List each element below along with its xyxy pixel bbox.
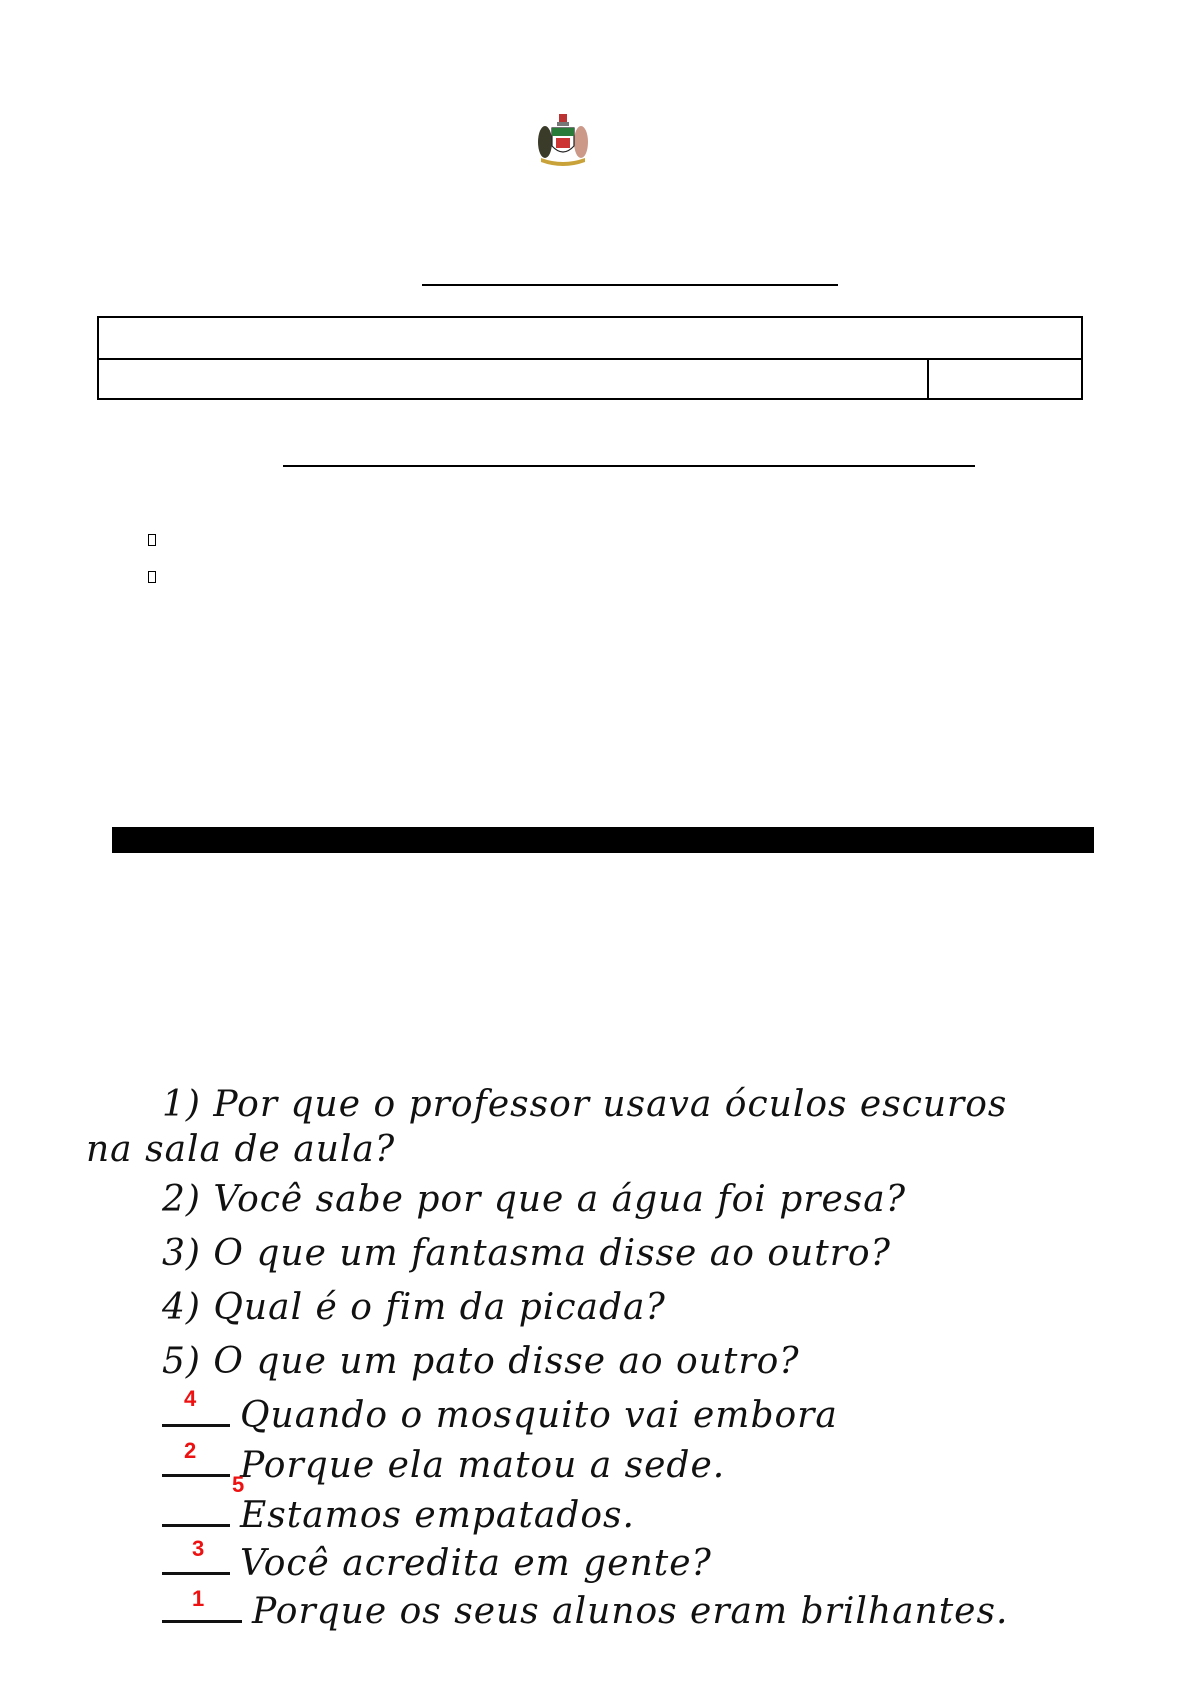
answer-blank[interactable] [162,1424,230,1427]
answer-text: Porque ela matou a sede. [240,1445,726,1486]
answer-2 [162,1446,725,1486]
info-row-class[interactable] [99,360,1081,400]
answer-1 [162,1396,838,1436]
question-number: 1) [162,1084,201,1125]
answer-blank[interactable] [162,1572,230,1575]
question-number: 5) [162,1341,201,1382]
info-row-name[interactable] [99,318,1081,360]
answer-4 [162,1544,712,1584]
question-text: O que um pato disse ao outro? [213,1341,800,1382]
bullet-marker [148,571,156,583]
answer-3 [162,1496,635,1536]
info-cell-divider [927,360,929,400]
answer-5 [162,1592,1008,1632]
question-text: na sala de aula? [86,1129,396,1170]
answer-mark: 4 [184,1386,197,1411]
question-number: 4) [162,1287,201,1328]
question-4 [162,1288,666,1328]
bullet-marker [148,534,156,546]
question-1 [162,1085,1007,1125]
answer-text: Você acredita em gente? [240,1543,712,1584]
answer-blank[interactable] [162,1524,230,1527]
question-text: Você sabe por que a água foi presa? [213,1179,907,1220]
answer-text: Porque os seus alunos eram brilhantes. [252,1591,1009,1632]
answer-text: Estamos empatados. [240,1495,635,1536]
question-1-continued [86,1130,395,1170]
section-banner [112,827,1094,853]
crest-logo [535,112,591,168]
question-text: O que um fantasma disse ao outro? [213,1233,891,1274]
answer-mark: 1 [192,1586,205,1611]
answer-blank[interactable] [162,1620,242,1623]
question-number: 3) [162,1233,201,1274]
question-5 [162,1342,800,1382]
answer-mark: 2 [184,1438,197,1463]
question-number: 2) [162,1179,201,1220]
question-3 [162,1234,891,1274]
question-text: Qual é o fim da picada? [213,1287,666,1328]
answer-blank[interactable] [162,1474,230,1477]
answer-text: Quando o mosquito vai embora [240,1395,838,1436]
answer-mark: 3 [192,1536,205,1561]
answer-mark: 5 [232,1472,245,1497]
question-text: Por que o professor usava óculos escuros [213,1084,1008,1125]
subtitle-underline [283,465,975,467]
question-2 [162,1180,906,1220]
title-underline [422,284,838,286]
student-info-table [97,316,1083,400]
